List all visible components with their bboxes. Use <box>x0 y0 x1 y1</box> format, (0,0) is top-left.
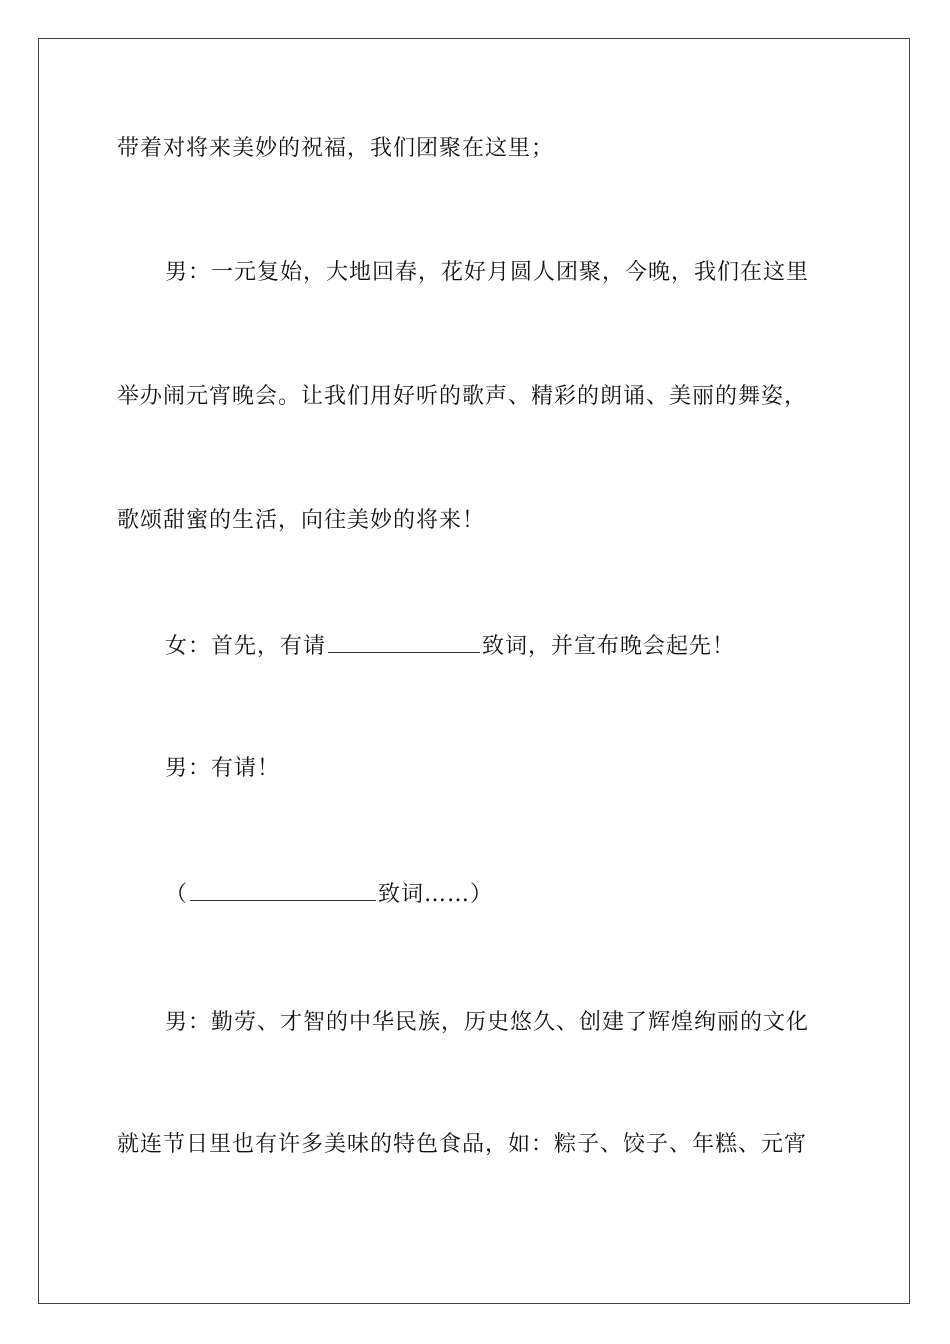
text-line-3: 举办闹元宵晚会。让我们用好听的歌声、精彩的朗诵、美丽的舞姿， <box>117 384 808 409</box>
speech-line-suffix: 致词……） <box>378 882 494 907</box>
text-line-6: 男：有请！ <box>165 756 281 781</box>
female-line-suffix: 致词，并宣布晚会起先！ <box>482 634 736 659</box>
female-line-prefix: 女：首先，有请 <box>165 634 327 659</box>
text-line-9: 就连节日里也有许多美味的特色食品，如：粽子、饺子、年糕、元宵 <box>117 1132 808 1157</box>
speech-line-prefix: （ <box>165 882 189 907</box>
text-line-8: 男：勤劳、才智的中华民族，历史悠久、创建了辉煌绚丽的文化 <box>165 1010 810 1035</box>
fill-in-blank <box>190 878 376 901</box>
page-frame <box>38 38 910 1304</box>
text-line-5 <box>165 630 735 662</box>
text-line-7 <box>165 878 493 910</box>
text-line-4: 歌颂甜蜜的生活，向往美妙的将来！ <box>117 508 486 533</box>
text-line-2: 男：一元复始，大地回春，花好月圆人团聚，今晚，我们在这里 <box>165 260 810 285</box>
fill-in-blank <box>328 630 480 653</box>
text-line-1: 带着对将来美妙的祝福，我们团聚在这里； <box>117 136 555 161</box>
